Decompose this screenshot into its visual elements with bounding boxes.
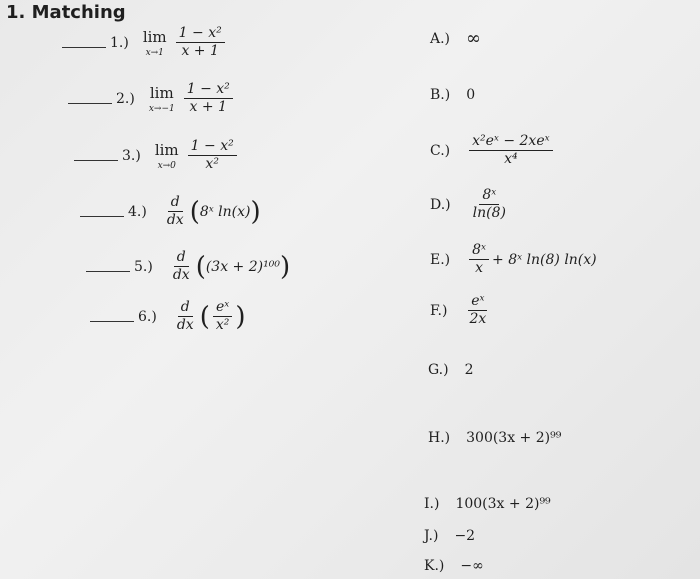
question-number: 2.) [116, 90, 135, 107]
close-paren: ) [279, 251, 291, 282]
answer-value: 2 [464, 362, 474, 378]
answer-blank[interactable] [86, 261, 130, 272]
fraction: $\frac{\text{eˣ}}{2x}$ [469, 293, 487, 328]
answer-value: −∞ [460, 558, 484, 574]
question-4 [80, 195, 261, 229]
answer-j [424, 528, 475, 544]
answer-c [430, 134, 556, 168]
answer-blank[interactable] [90, 311, 134, 322]
question-number: 5.) [134, 258, 153, 275]
answer-label: K.) [424, 558, 445, 574]
section-title: 1. Matching [6, 2, 126, 23]
answer-g [428, 362, 474, 378]
fraction: $\frac{\text{8ˣ}}{\ln(8)}$ [472, 187, 506, 222]
answer-d [430, 188, 512, 222]
answer-value: 0 [466, 87, 476, 103]
answer-label: B.) [430, 87, 451, 103]
close-paren: ) [250, 196, 261, 227]
answer-b [430, 87, 475, 103]
question-5 [86, 250, 290, 284]
question-number: 1.) [110, 34, 129, 51]
question-6 [90, 300, 246, 334]
answer-label: G.) [428, 362, 449, 378]
limit: lim x→−1 [148, 83, 175, 114]
answer-i [424, 496, 551, 512]
fraction: $\frac{\text{eˣ}}{\text{x²}}$ [213, 300, 233, 334]
answer-blank[interactable] [62, 37, 106, 48]
derivative-operator: $\frac{d}{dx}$ [166, 194, 184, 229]
answer-tail: + 8ˣ ln(8) ln(x) [492, 251, 597, 268]
open-paren: ( [195, 251, 206, 282]
answer-value: 300(3x + 2)⁹⁹ [466, 430, 562, 446]
answer-label: E.) [430, 251, 451, 268]
limit: lim x→0 [154, 140, 179, 171]
question-1 [62, 26, 228, 60]
answer-value: 100(3x + 2)⁹⁹ [455, 496, 551, 512]
answer-value: ∞ [466, 28, 482, 49]
answer-blank[interactable] [80, 206, 124, 217]
answer-label: I.) [424, 496, 440, 512]
expression: (3x + 2)¹⁰⁰ [205, 258, 280, 275]
answer-e [430, 243, 597, 277]
answer-label: C.) [430, 142, 451, 159]
answer-a [430, 28, 481, 49]
question-2 [68, 82, 236, 116]
answer-blank[interactable] [68, 93, 112, 104]
fraction: $\frac{\text{1 − x²}}{\text{x²}}$ [188, 139, 237, 173]
fraction: $\frac{\text{1 − x²}}{x + 1}$ [184, 82, 233, 116]
fraction: $\frac{\text{8ˣ}}{x}$ [469, 243, 489, 277]
answer-label: J.) [424, 528, 439, 544]
close-paren: ) [235, 301, 246, 332]
answer-value: −2 [454, 528, 476, 544]
answer-h [428, 430, 561, 446]
fraction: $\frac{\text{x²eˣ − 2xeˣ}}{\text{x⁴}}$ [469, 134, 552, 168]
open-paren: ( [189, 196, 200, 227]
answer-label: D.) [430, 196, 451, 213]
answer-label: A.) [430, 30, 451, 47]
limit: lim x→1 [142, 27, 167, 58]
answer-label: F.) [430, 302, 448, 319]
fraction: $\frac{\text{1 − x²}}{x + 1}$ [176, 26, 225, 60]
question-number: 6.) [138, 308, 157, 325]
open-paren: ( [199, 301, 210, 332]
question-number: 3.) [122, 147, 141, 164]
question-number: 4.) [128, 203, 147, 220]
answer-k [424, 558, 484, 574]
answer-f [430, 294, 492, 328]
question-3 [74, 139, 240, 173]
answer-label: H.) [428, 430, 451, 446]
derivative-operator: $\frac{d}{dx}$ [176, 299, 194, 334]
answer-blank[interactable] [74, 150, 118, 161]
derivative-operator: $\frac{d}{dx}$ [172, 249, 190, 284]
expression: 8ˣ ln(x) [199, 203, 251, 220]
